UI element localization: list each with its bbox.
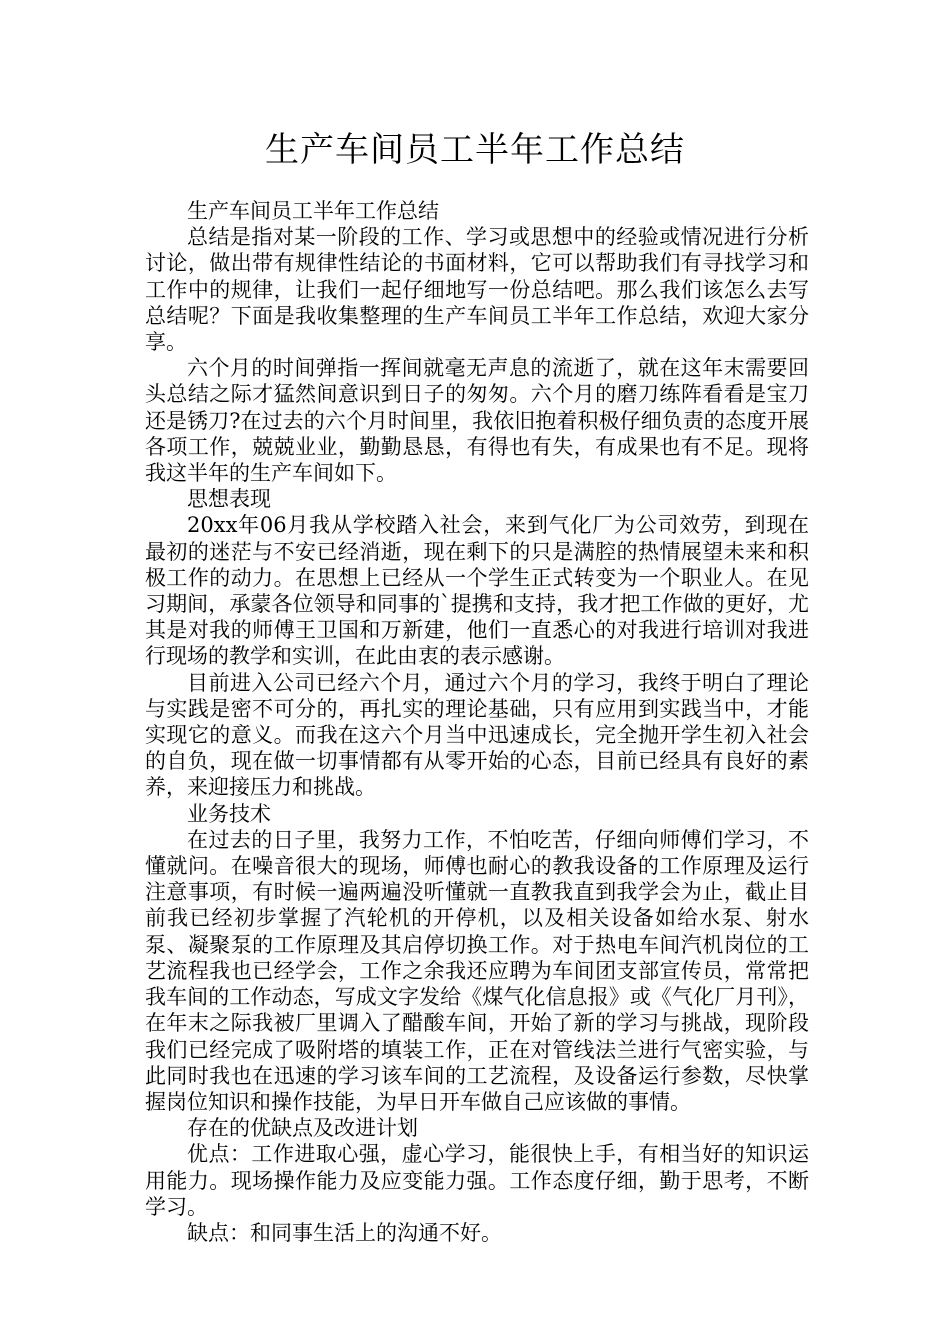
paragraph-thoughts: 20xx年06月我从学校踏入社会，来到气化厂为公司效劳，到现在最初的迷茫与不安已经消逝，现在剩下的只是满腔的热情展望未来和积极工作的动力。在思想上已经从一个学生正式转变为一个职业人。在见习期间，承蒙各位领导和同事的`提携和支持，我才把工作做的更好，尤其是对我的师傅王卫国和万新建，他们一直悉心的对我进行培训对我进行现场的教学和实训，在此由衷的表示感谢。	[145, 513, 809, 669]
paragraph-strengths: 优点：工作进取心强，虚心学习，能很快上手，有相当好的知识运用能力。现场操作能力及应变能力强。工作态度仔细，勤于思考，不断学习。	[145, 1142, 809, 1219]
section-heading-thoughts: 思想表现	[187, 487, 271, 512]
paragraph-weaknesses: 缺点：和同事生活上的沟通不好。	[187, 1220, 502, 1245]
section-heading-strengths-weaknesses: 存在的优缺点及改进计划	[187, 1116, 418, 1141]
paragraph-overview: 六个月的时间弹指一挥间就毫无声息的流逝了，就在这年末需要回头总结之际才猛然间意识到日子的匆匆。六个月的磨刀练阵看看是宝刀还是锈刀?在过去的六个月时间里，我依旧抱着积极仔细负责的态度开展各项工作，兢兢业业，勤勤恳恳，有得也有失，有成果也有不足。现将我这半年的生产车间如下。	[145, 356, 809, 486]
document-title: 生产车间员工半年工作总结	[265, 130, 685, 170]
section-heading-skills: 业务技术	[187, 801, 271, 826]
document-body	[145, 198, 809, 1246]
paragraph-intro: 总结是指对某一阶段的工作、学习或思想中的经验或情况进行分析讨论，做出带有规律性结论的书面材料，它可以帮助我们有寻找学习和工作中的规律，让我们一起仔细地写一份总结吧。那么我们该怎么去写总结呢？下面是我收集整理的生产车间员工半年工作总结，欢迎大家分享。	[145, 225, 809, 355]
paragraph-progress: 目前进入公司已经六个月，通过六个月的学习，我终于明白了理论与实践是密不可分的，再扎实的理论基础，只有应用到实践当中，才能实现它的意义。而我在这六个月当中迅速成长，完全抛开学生初入社会的自负，现在做一切事情都有从零开始的心态，目前已经具有良好的素养，来迎接压力和挑战。	[145, 670, 809, 800]
paragraph-skills: 在过去的日子里，我努力工作，不怕吃苦，仔细向师傅们学习，不懂就问。在噪音很大的现场，师傅也耐心的教我设备的工作原理及运行注意事项，有时候一遍两遍没听懂就一直教我直到我学会为止，截止目前我已经初步掌握了汽轮机的开停机，以及相关设备如给水泵、射水泵、凝聚泵的工作原理及其启停切换工作。对于热电车间汽机岗位的工艺流程我也已经学会，工作之余我还应聘为车间团支部宣传员，常常把我车间的工作动态，写成文字发给《煤气化信息报》或《气化厂月刊》，在年末之际我被厂里调入了醋酸车间，开始了新的学习与挑战，现阶段我们已经完成了吸附塔的填装工作，正在对管线法兰进行气密实验，与此同时我也在迅速的学习该车间的工艺流程，及设备运行参数，尽快掌握岗位知识和操作技能，为早日开车做自己应该做的事情。	[145, 827, 809, 1114]
paragraph-subtitle: 生产车间员工半年工作总结	[187, 199, 439, 223]
